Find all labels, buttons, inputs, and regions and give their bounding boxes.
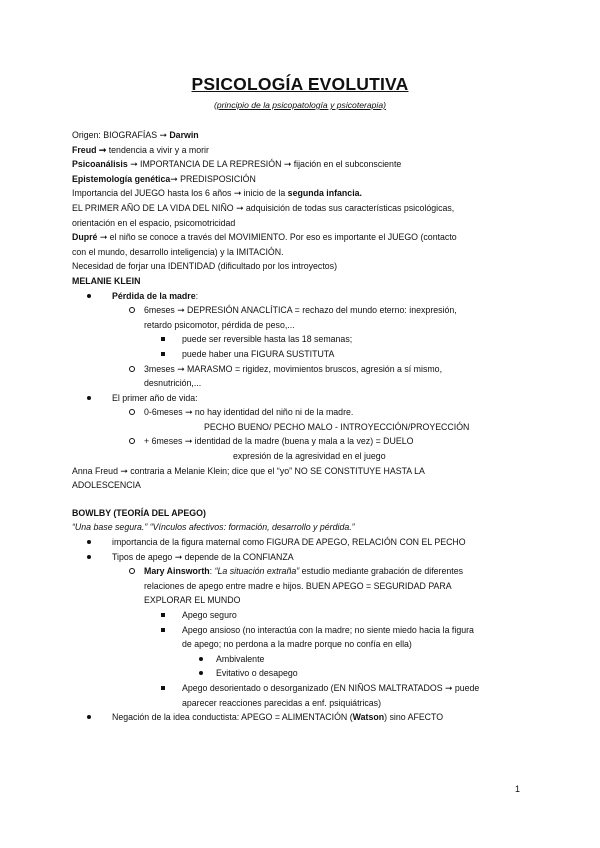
list-item-continuation: EXPLORAR EL MUNDO	[144, 595, 241, 606]
list-item: Negación de la idea conductista: APEGO = ALIMENTACIÓN (Watson) sino AFECTO	[72, 710, 542, 725]
list-item: 0-6meses ➞ no hay identidad del niño ni de la madre.	[72, 405, 542, 420]
page-number: 1	[515, 784, 521, 794]
bullet-circle-icon	[129, 307, 135, 313]
line-psicoanalisis: Psicoanálisis ➞ IMPORTANCIA DE LA REPRESIÓN ➞ fijación en el subconsciente	[72, 159, 402, 170]
bullet-circle-icon	[129, 366, 135, 372]
list-item: Evitativo o desapego	[72, 666, 542, 681]
bullet-circle-icon	[129, 568, 135, 574]
list-item-continuation: de apego; no perdona a la madre porque no confía en ella)	[182, 639, 412, 650]
list-item: Apego ansioso (no interactúa con la madre; no siente miedo hacia la figura	[72, 623, 542, 638]
bullet-circle-icon	[129, 409, 135, 415]
list-item: 6meses ➞ DEPRESIÓN ANACLÍTICA = rechazo del mundo eterno: inexpresión,	[72, 303, 542, 318]
line-dupre: Dupré ➞ el niño se conoce a través del MOVIMIENTO. Por eso es importante el JUEGO (contacto	[72, 232, 457, 243]
list-item: 3meses ➞ MARASMO = rigidez, movimientos bruscos, agresión a sí mismo,	[72, 362, 542, 377]
list-item: Pérdida de la madre:	[72, 289, 542, 304]
document-subtitle: (principio de la psicopatología y psicoterapia)	[214, 100, 386, 110]
bullet-dot-icon	[87, 294, 91, 298]
document-body	[72, 128, 542, 725]
bullet-square-icon	[161, 337, 165, 341]
line-anna-freud: Anna Freud ➞ contraria a Melanie Klein; dice que el “yo” NO SE CONSTITUYE HASTA LA	[72, 465, 425, 476]
list-item: El primer año de vida:	[72, 391, 542, 406]
list-item: importancia de la figura maternal como FIGURA DE APEGO, RELACIÓN CON EL PECHO	[72, 535, 542, 550]
list-item: + 6meses ➞ identidad de la madre (buena y mala a la vez) = DUELO	[72, 434, 542, 449]
line-anna-freud-2: ADOLESCENCIA	[72, 480, 141, 491]
bullet-dot-icon	[199, 657, 203, 661]
list-item-continuation: expresión de la agresividad en el juego	[233, 451, 386, 462]
heading-melanie-klein: MELANIE KLEIN	[72, 275, 141, 286]
list-item: puede haber una FIGURA SUSTITUTA	[72, 347, 542, 362]
list-item: Mary Ainsworth: “La situación extraña” estudio mediante grabación de diferentes	[72, 564, 542, 579]
list-item-continuation: relaciones de apego entre madre e hijos. BUEN APEGO = SEGURIDAD PARA	[144, 580, 452, 591]
bullet-square-icon	[161, 628, 165, 632]
bullet-square-icon	[161, 613, 165, 617]
list-item-continuation: aparecer reacciones parecidas a enf. psiquiátricas)	[182, 697, 382, 708]
line-freud: Freud ➞ tendencia a vivir y a morir	[72, 144, 209, 155]
bullet-dot-icon	[87, 555, 91, 559]
list-item: puede ser reversible hasta las 18 semanas;	[72, 332, 542, 347]
line-primer-anio-1: EL PRIMER AÑO DE LA VIDA DEL NIÑO ➞ adquisición de todas sus características psicológicas,	[72, 202, 455, 213]
bullet-circle-icon	[129, 438, 135, 444]
bullet-dot-icon	[199, 671, 203, 675]
bullet-square-icon	[161, 352, 165, 356]
list-item-continuation: PECHO BUENO/ PECHO MALO - INTROYECCIÓN/PROYECCIÓN	[204, 421, 470, 432]
heading-bowlby: BOWLBY (TEORÍA DEL APEGO)	[72, 507, 206, 518]
document-title: PSICOLOGÍA EVOLUTIVA	[191, 74, 409, 94]
list-item-continuation: retardo psicomotor, pérdida de peso,...	[144, 319, 295, 330]
line-identidad: Necesidad de forjar una IDENTIDAD (dificultado por los introyectos)	[72, 261, 337, 272]
bullet-dot-icon	[87, 715, 91, 719]
line-origen: Origen: BIOGRAFÍAS ➞ Darwin	[72, 130, 199, 140]
bullet-dot-icon	[87, 396, 91, 400]
line-dupre-2: con el mundo, desarrollo inteligencia) y la IMITACIÓN.	[72, 246, 284, 257]
line-juego: Importancia del JUEGO hasta los 6 años ➞ inicio de la segunda infancia.	[72, 188, 362, 199]
bullet-dot-icon	[87, 540, 91, 544]
list-item: Ambivalente	[72, 652, 542, 667]
line-primer-anio-2: orientación en el espacio, psicomotricidad	[72, 217, 236, 228]
bullet-square-icon	[161, 686, 165, 690]
list-item: Apego desorientado o desorganizado (EN NIÑOS MALTRATADOS ➞ puede	[72, 681, 542, 696]
list-item: Tipos de apego ➞ depende de la CONFIANZA	[72, 550, 542, 565]
line-epistemologia: Epistemología genética➞ PREDISPOSICIÓN	[72, 173, 256, 184]
list-item-continuation: desnutrición,...	[144, 378, 202, 389]
list-item: Apego seguro	[72, 608, 542, 623]
line-quote: “Una base segura.” “Vínculos afectivos: formación, desarrollo y pérdida.”	[72, 522, 355, 533]
